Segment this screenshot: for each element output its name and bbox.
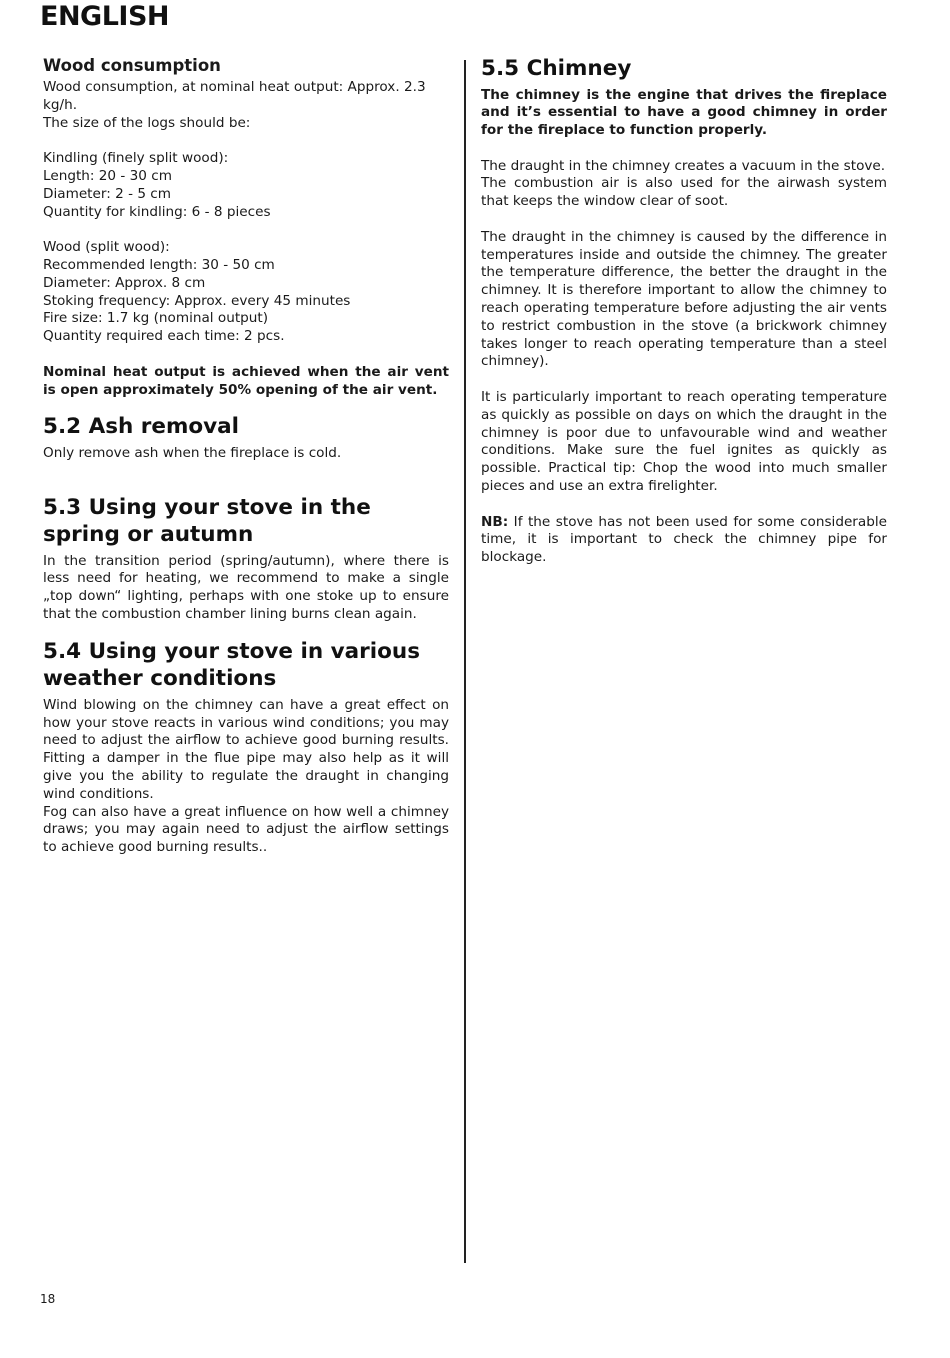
chimney-operating-temp-text: It is particularly important to reach operating temperature as quickly as possible on days on which the draught in the chimney is poor due to unfavourable wind and weather conditions. Make sure the fuel ignites as quickly as possible. Practical tip: Chop the wood into much smaller pieces and use an extra firelighter.: [481, 389, 887, 495]
language-header: ENGLISH: [40, 1, 169, 32]
split-wood-line: Quantity required each time: 2 pcs.: [43, 328, 285, 345]
split-wood-line: Stoking frequency: Approx. every 45 minutes: [43, 292, 351, 309]
wood-consumption-heading: Wood consumption: [43, 56, 221, 75]
chimney-temperature-text: The draught in the chimney is caused by the difference in temperatures inside and outside the chimney. The greater the temperature difference, the better the draught in the chimney. It is therefore important to allow the chimney to reach operating temperature before adjusting the air vents to restrict combustion in the stove (a brickwork chimney takes longer to reach operating temperature than a steel chimney).: [481, 228, 887, 370]
column-divider: [464, 60, 466, 1263]
wood-intro-line: Wood consumption, at nominal heat output: Approx. 2.3 kg/h.: [43, 79, 426, 113]
nb-text: If the stove has not been used for some considerable time, it is important to check the chimney pipe for blockage.: [481, 513, 887, 566]
kindling-line: Diameter: 2 - 5 cm: [43, 185, 172, 202]
wood-intro-line: The size of the logs should be:: [43, 114, 251, 131]
spring-autumn-heading: 5.3 Using your stove in the spring or autumn: [43, 494, 371, 548]
page-number: 18: [40, 1292, 56, 1306]
chimney-heading: 5.5 Chimney: [481, 56, 632, 81]
split-wood-line: Diameter: Approx. 8 cm: [43, 274, 206, 291]
ash-removal-heading: 5.2 Ash removal: [43, 414, 240, 440]
right-column: [481, 55, 887, 567]
nb-label: NB:: [481, 513, 509, 530]
nominal-heat-note: Nominal heat output is achieved when the air vent is open approximately 50% opening of the air vent.: [43, 363, 449, 398]
kindling-line: Length: 20 - 30 cm: [43, 167, 172, 184]
chimney-airwash-text: The combustion air is also used for the airwash system that keeps the window clear of soot.: [481, 175, 887, 210]
split-wood-line: Wood (split wood):: [43, 239, 170, 256]
split-wood-line: Recommended length: 30 - 50 cm: [43, 256, 275, 273]
weather-text-fog: Fog can also have a great influence on how well a chimney draws; you may again need to adjust the airflow settings to achieve good burning results..: [43, 803, 449, 856]
ash-removal-text: Only remove ash when the fireplace is cold.: [43, 444, 342, 461]
kindling-line: Kindling (finely split wood):: [43, 150, 229, 167]
chimney-lead: The chimney is the engine that drives the fireplace and it’s essential to have a good chimney in order for the fireplace to function properly.: [481, 86, 887, 139]
kindling-line: Quantity for kindling: 6 - 8 pieces: [43, 203, 271, 220]
left-column: [43, 55, 449, 857]
split-wood-line: Fire size: 1.7 kg (nominal output): [43, 310, 269, 327]
weather-text-wind: Wind blowing on the chimney can have a great effect on how your stove reacts in various wind conditions; you may need to adjust the airflow to achieve good burning results. Fitting a damper in the flue pipe may also help as it will give you the ability to regulate the draught in changing wind conditions.: [43, 696, 449, 802]
chimney-nb-note: [481, 514, 887, 567]
chimney-draught-line: The draught in the chimney creates a vacuum in the stove.: [481, 157, 886, 174]
weather-conditions-heading: 5.4 Using your stove in various weather conditions: [43, 638, 421, 692]
spring-autumn-text: In the transition period (spring/autumn), where there is less need for heating, we recommend to make a single „top down“ lighting, perhaps with one stoke up to ensure that the combustion chamber lining burns clean again.: [43, 552, 449, 623]
